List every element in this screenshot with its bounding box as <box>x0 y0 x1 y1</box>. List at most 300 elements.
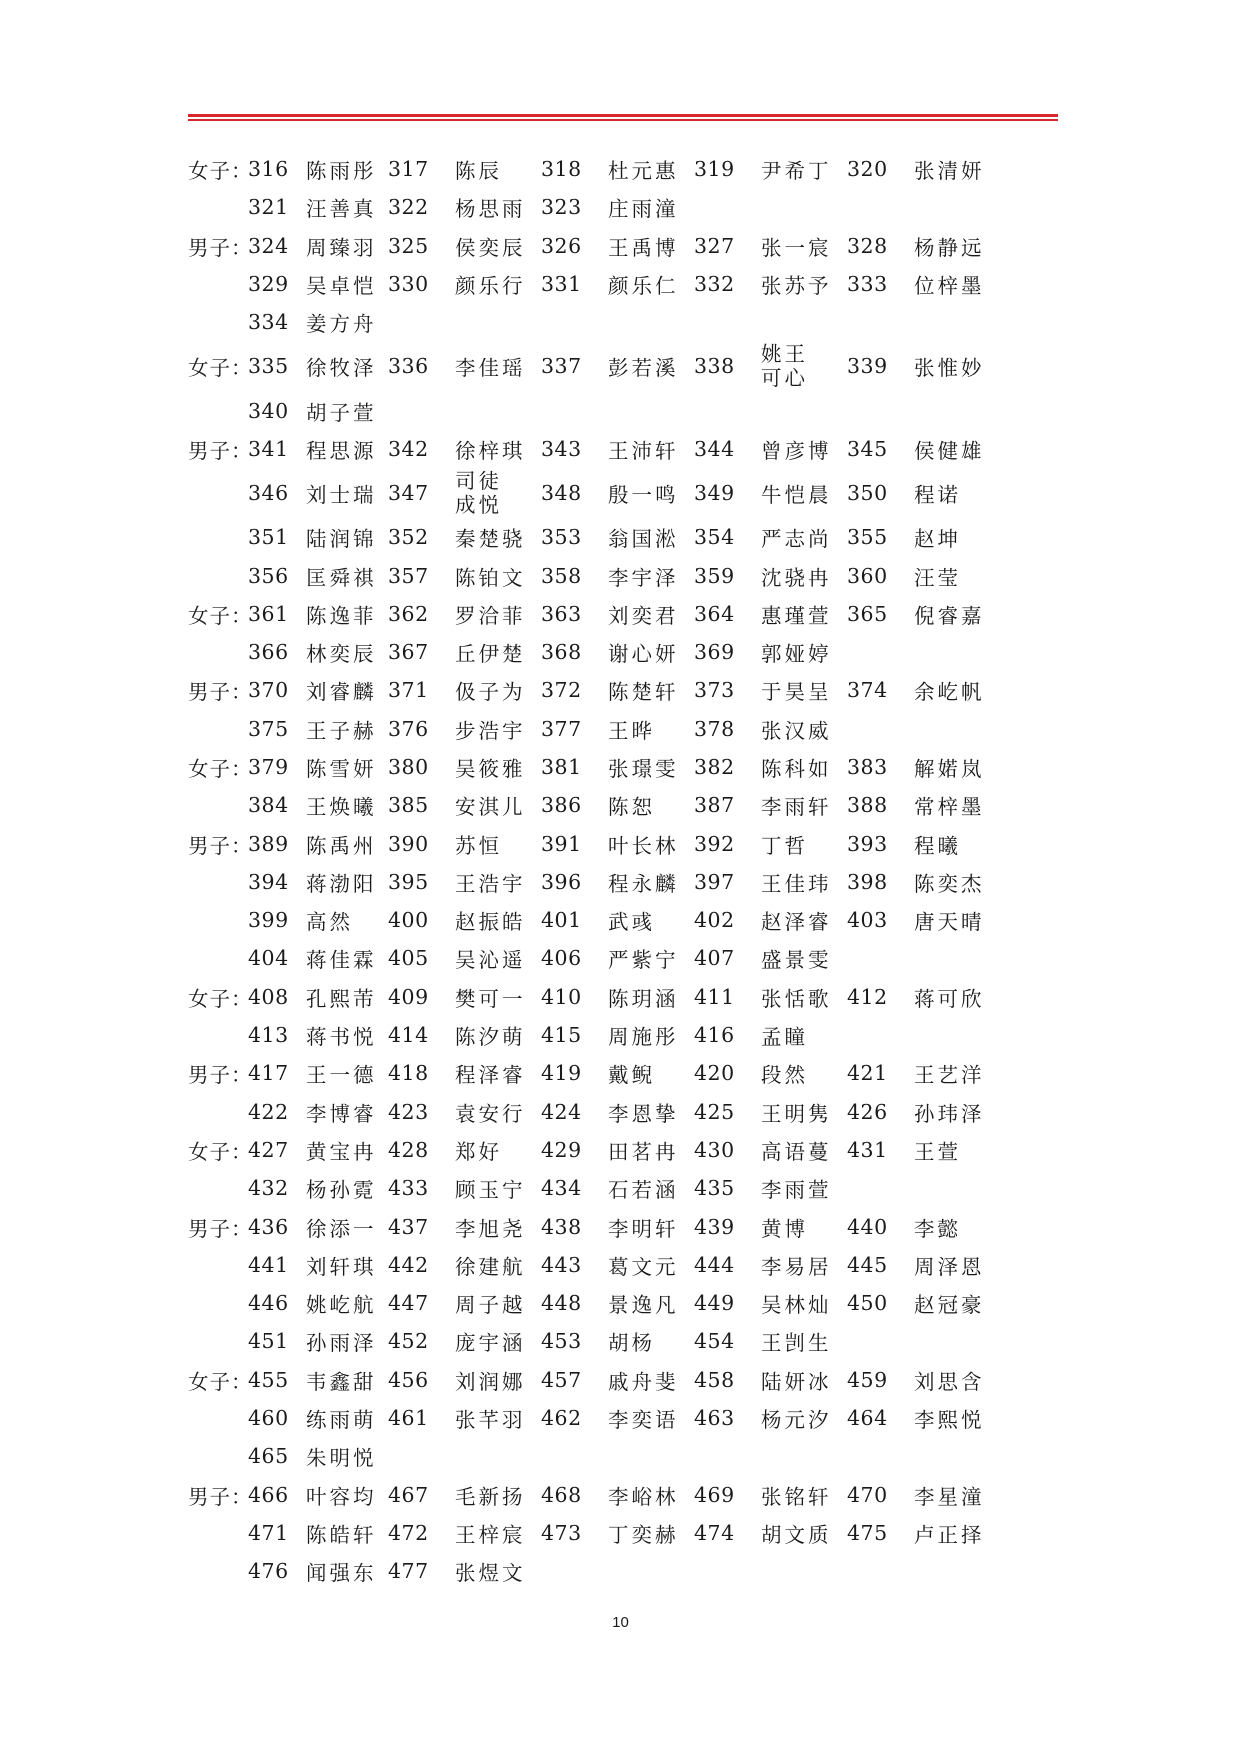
entry-name: 徐建航 <box>455 1254 526 1279</box>
entry-number: 388 <box>847 793 888 818</box>
gender-label: 男子： <box>188 235 253 260</box>
entry-number: 377 <box>541 716 582 741</box>
entry-number: 355 <box>847 525 888 550</box>
entry-number: 399 <box>248 908 289 933</box>
entry-name: 程思源 <box>306 438 377 463</box>
entry-number: 320 <box>847 157 888 182</box>
roster-row <box>188 150 1068 188</box>
entry-name: 王艺洋 <box>914 1063 985 1088</box>
entry-name: 张铭轩 <box>761 1484 832 1509</box>
entry-name: 武彧 <box>608 910 655 935</box>
entry-name: 王焕曦 <box>306 795 377 820</box>
entry-number: 446 <box>248 1291 289 1316</box>
entry-number: 361 <box>248 601 289 626</box>
entry-number: 321 <box>248 195 289 220</box>
gender-label: 女子： <box>188 1369 253 1394</box>
entry-name: 李佳瑶 <box>455 356 526 381</box>
entry-name: 王梓宸 <box>455 1522 526 1547</box>
entry-name: 孟瞳 <box>761 1025 808 1050</box>
entry-number: 323 <box>541 195 582 220</box>
entry-number: 342 <box>388 436 429 461</box>
entry-number: 427 <box>248 1137 289 1162</box>
entry-name: 杜元惠 <box>608 159 679 184</box>
entry-number: 461 <box>388 1406 429 1431</box>
roster-row <box>188 1399 1068 1437</box>
roster-row <box>188 1552 1068 1590</box>
entry-name: 严志尚 <box>761 527 832 552</box>
entry-name: 叶长林 <box>608 833 679 858</box>
entry-name: 顾玉宁 <box>455 1178 526 1203</box>
entry-name: 毛新扬 <box>455 1484 526 1509</box>
header-rule-thick <box>188 114 1058 117</box>
entry-number: 416 <box>694 1023 735 1048</box>
entry-name: 孔熙芾 <box>306 986 377 1011</box>
gender-label: 女子： <box>188 159 253 184</box>
entry-number: 445 <box>847 1252 888 1277</box>
roster-row <box>188 1514 1068 1552</box>
entry-name: 周泽恩 <box>914 1254 985 1279</box>
entry-name: 王剀生 <box>761 1331 832 1356</box>
entry-name: 郭娅婷 <box>761 642 832 667</box>
header-rule-thin <box>188 119 1058 121</box>
entry-number: 477 <box>388 1559 429 1584</box>
roster-row <box>188 901 1068 939</box>
entry-number: 436 <box>248 1214 289 1239</box>
entry-name: 陈科如 <box>761 757 832 781</box>
entry-number: 378 <box>694 716 735 741</box>
entry-number: 404 <box>248 946 289 971</box>
roster-row <box>188 1054 1068 1092</box>
entry-number: 425 <box>694 1099 735 1124</box>
entry-name: 王一德 <box>306 1063 377 1088</box>
entry-name: 张芊羽 <box>455 1408 526 1433</box>
entry-name: 伋子为 <box>455 680 526 705</box>
entry-name: 葛文元 <box>608 1254 679 1279</box>
entry-number: 398 <box>847 869 888 894</box>
entry-name: 王萱 <box>914 1139 961 1164</box>
entry-name: 胡杨 <box>608 1331 655 1356</box>
entry-number: 432 <box>248 1176 289 1201</box>
entry-name: 程永麟 <box>608 871 679 896</box>
entry-number: 384 <box>248 793 289 818</box>
gender-label: 男子： <box>188 1484 253 1509</box>
entry-number: 395 <box>388 869 429 894</box>
entry-number: 382 <box>694 755 735 779</box>
entry-number: 370 <box>248 678 289 703</box>
entry-number: 406 <box>541 946 582 971</box>
entry-name: 田茗冉 <box>608 1139 679 1164</box>
entry-name: 李博睿 <box>306 1101 377 1126</box>
entry-name: 牛恺晨 <box>761 483 832 508</box>
roster-row <box>188 1284 1068 1322</box>
entry-number: 344 <box>694 436 735 461</box>
entry-name: 王禹博 <box>608 235 679 260</box>
entry-name: 陆润锦 <box>306 527 377 552</box>
entry-number: 450 <box>847 1291 888 1316</box>
entry-number: 351 <box>248 525 289 550</box>
entry-number: 350 <box>847 481 888 506</box>
entry-name: 戴鲵 <box>608 1063 655 1088</box>
entry-number: 339 <box>847 354 888 379</box>
entry-number: 326 <box>541 233 582 258</box>
entry-number: 381 <box>541 755 582 779</box>
entry-name: 李奕语 <box>608 1408 679 1433</box>
entry-number: 467 <box>388 1482 429 1507</box>
entry-name: 陈雪妍 <box>306 757 377 781</box>
entry-name: 练雨萌 <box>306 1408 377 1433</box>
entry-number: 373 <box>694 678 735 703</box>
entry-number: 475 <box>847 1520 888 1545</box>
entry-number: 328 <box>847 233 888 258</box>
roster-row <box>188 1131 1068 1169</box>
entry-name: 丘伊楚 <box>455 642 526 667</box>
entry-name: 周施彤 <box>608 1025 679 1050</box>
entry-name: 陆妍冰 <box>761 1369 832 1394</box>
entry-name: 李雨萱 <box>761 1178 832 1203</box>
entry-number: 470 <box>847 1482 888 1507</box>
entry-number: 464 <box>847 1406 888 1431</box>
roster-row <box>188 227 1068 265</box>
entry-number: 330 <box>388 272 429 297</box>
gender-label: 男子： <box>188 438 253 463</box>
entry-name: 周子越 <box>455 1293 526 1318</box>
entry-number: 386 <box>541 793 582 818</box>
entry-name: 石若涵 <box>608 1178 679 1203</box>
gender-label: 男子： <box>188 680 253 705</box>
entry-number: 334 <box>248 310 289 335</box>
roster-row <box>188 1016 1068 1054</box>
entry-name: 惠瑾萱 <box>761 603 832 628</box>
entry-number: 419 <box>541 1061 582 1086</box>
entry-name: 张璟雯 <box>608 757 679 781</box>
entry-name: 沈骁冉 <box>761 565 832 590</box>
entry-name: 盛景雯 <box>761 948 832 973</box>
entry-number: 439 <box>694 1214 735 1239</box>
roster-row <box>188 748 1068 786</box>
entry-number: 319 <box>694 157 735 182</box>
entry-name: 李峪林 <box>608 1484 679 1509</box>
entry-name: 姚屹航 <box>306 1293 377 1318</box>
entry-name: 刘轩琪 <box>306 1254 377 1279</box>
entry-number: 397 <box>694 869 735 894</box>
entry-number: 396 <box>541 869 582 894</box>
entry-name: 张清妍 <box>914 159 985 184</box>
entry-number: 430 <box>694 1137 735 1162</box>
entry-number: 400 <box>388 908 429 933</box>
entry-name: 卢正择 <box>914 1522 985 1547</box>
entry-name: 李明轩 <box>608 1216 679 1241</box>
entry-name: 杨静远 <box>914 235 985 260</box>
roster-row <box>188 595 1068 633</box>
entry-name: 陈皓轩 <box>306 1522 377 1547</box>
entry-number: 435 <box>694 1176 735 1201</box>
entry-name: 吴林灿 <box>761 1293 832 1318</box>
roster-row <box>188 1246 1068 1284</box>
entry-number: 409 <box>388 984 429 1009</box>
entry-name: 司徒成悦 <box>455 469 502 518</box>
entry-name: 林奕辰 <box>306 642 377 667</box>
roster-row <box>188 341 1068 391</box>
entry-name: 张煜文 <box>455 1561 526 1586</box>
entry-number: 360 <box>847 563 888 588</box>
entry-number: 468 <box>541 1482 582 1507</box>
roster-row <box>188 430 1068 468</box>
entry-number: 352 <box>388 525 429 550</box>
roster-row <box>188 303 1068 341</box>
entry-name: 陈禹州 <box>306 833 377 858</box>
entry-name: 黄博 <box>761 1216 808 1241</box>
entry-name: 蒋渤阳 <box>306 871 377 896</box>
roster-row <box>188 556 1068 594</box>
entry-number: 345 <box>847 436 888 461</box>
entry-number: 372 <box>541 678 582 703</box>
entry-number: 335 <box>248 354 289 379</box>
entry-name: 李懿 <box>914 1216 961 1241</box>
entry-name: 王浩宇 <box>455 871 526 896</box>
entry-number: 421 <box>847 1061 888 1086</box>
entry-number: 457 <box>541 1367 582 1392</box>
entry-number: 414 <box>388 1023 429 1048</box>
entry-name: 王子赫 <box>306 718 377 743</box>
entry-name: 孙玮泽 <box>914 1101 985 1126</box>
entry-number: 410 <box>541 984 582 1009</box>
entry-name: 蒋可欣 <box>914 986 985 1011</box>
entry-number: 391 <box>541 831 582 856</box>
entry-name: 倪睿嘉 <box>914 603 985 628</box>
entry-number: 359 <box>694 563 735 588</box>
entry-name: 汪善真 <box>306 197 377 222</box>
entry-name: 胡文质 <box>761 1522 832 1547</box>
entry-number: 365 <box>847 601 888 626</box>
entry-number: 451 <box>248 1329 289 1354</box>
entry-name: 安淇儿 <box>455 795 526 820</box>
page-number: 10 <box>612 1614 629 1631</box>
entry-name: 徐牧泽 <box>306 356 377 381</box>
entry-name: 姜方舟 <box>306 312 377 337</box>
entry-number: 316 <box>248 157 289 182</box>
entry-number: 375 <box>248 716 289 741</box>
entry-number: 437 <box>388 1214 429 1239</box>
entry-number: 340 <box>248 398 289 423</box>
entry-number: 413 <box>248 1023 289 1048</box>
entry-number: 444 <box>694 1252 735 1277</box>
entry-name: 唐天晴 <box>914 910 985 935</box>
entry-number: 476 <box>248 1559 289 1584</box>
entry-number: 337 <box>541 354 582 379</box>
gender-label: 男子： <box>188 1216 253 1241</box>
entry-name: 陈逸菲 <box>306 603 377 628</box>
entry-number: 385 <box>388 793 429 818</box>
entry-number: 431 <box>847 1137 888 1162</box>
entry-number: 474 <box>694 1520 735 1545</box>
entry-number: 458 <box>694 1367 735 1392</box>
entry-number: 447 <box>388 1291 429 1316</box>
entry-name: 郑好 <box>455 1139 502 1164</box>
entry-name: 樊可一 <box>455 986 526 1011</box>
entry-number: 422 <box>248 1099 289 1124</box>
entry-number: 449 <box>694 1291 735 1316</box>
entry-number: 411 <box>694 984 735 1009</box>
entry-name: 丁哲 <box>761 833 808 858</box>
entry-number: 338 <box>694 354 735 379</box>
entry-name: 位梓墨 <box>914 274 985 299</box>
entry-name: 闻强东 <box>306 1561 377 1586</box>
gender-label: 女子： <box>188 757 253 781</box>
entry-name: 张苏予 <box>761 274 832 299</box>
entry-number: 325 <box>388 233 429 258</box>
entry-name: 李雨轩 <box>761 795 832 820</box>
roster-row <box>188 1361 1068 1399</box>
entry-name: 李易居 <box>761 1254 832 1279</box>
entry-number: 349 <box>694 481 735 506</box>
entry-number: 394 <box>248 869 289 894</box>
entry-name: 吴卓恺 <box>306 274 377 299</box>
entry-name: 李星潼 <box>914 1484 985 1509</box>
entry-name: 袁安行 <box>455 1101 526 1126</box>
entry-number: 433 <box>388 1176 429 1201</box>
roster-row <box>188 1093 1068 1131</box>
entry-number: 389 <box>248 831 289 856</box>
entry-name: 丁奕赫 <box>608 1522 679 1547</box>
entry-name: 汪莹 <box>914 565 961 590</box>
entry-number: 455 <box>248 1367 289 1392</box>
entry-name: 曾彦博 <box>761 438 832 463</box>
entry-number: 441 <box>248 1252 289 1277</box>
entry-number: 459 <box>847 1367 888 1392</box>
entry-name: 于昊呈 <box>761 680 832 705</box>
entry-number: 463 <box>694 1406 735 1431</box>
entry-name: 杨孙霓 <box>306 1178 377 1203</box>
entry-name: 王明隽 <box>761 1101 832 1126</box>
entry-name: 徐梓琪 <box>455 438 526 463</box>
entry-number: 418 <box>388 1061 429 1086</box>
roster-row <box>188 671 1068 709</box>
entry-number: 371 <box>388 678 429 703</box>
entry-name: 王晔 <box>608 718 655 743</box>
roster-row <box>188 1207 1068 1245</box>
roster-row <box>188 939 1068 977</box>
entry-name: 尹希丁 <box>761 159 832 184</box>
entry-name: 陈玥涵 <box>608 986 679 1011</box>
entry-name: 步浩宇 <box>455 718 526 743</box>
entry-number: 453 <box>541 1329 582 1354</box>
entry-number: 412 <box>847 984 888 1009</box>
entry-number: 379 <box>248 755 289 779</box>
entry-name: 高然 <box>306 910 353 935</box>
entry-number: 357 <box>388 563 429 588</box>
entry-number: 424 <box>541 1099 582 1124</box>
entry-number: 465 <box>248 1444 289 1469</box>
entry-name: 刘士瑞 <box>306 483 377 508</box>
roster-row <box>188 188 1068 226</box>
entry-name: 叶容均 <box>306 1484 377 1509</box>
entry-name: 刘睿麟 <box>306 680 377 705</box>
entry-number: 329 <box>248 272 289 297</box>
roster-row <box>188 786 1068 824</box>
roster-row <box>188 824 1068 862</box>
roster-row <box>188 633 1068 671</box>
entry-name: 李宇泽 <box>608 565 679 590</box>
entry-name: 翁国淞 <box>608 527 679 552</box>
entry-name: 侯奕辰 <box>455 235 526 260</box>
roster-row <box>188 391 1068 429</box>
entry-number: 367 <box>388 640 429 665</box>
roster-row <box>188 265 1068 303</box>
entry-number: 356 <box>248 563 289 588</box>
entry-name: 颜乐仁 <box>608 274 679 299</box>
entry-number: 374 <box>847 678 888 703</box>
entry-number: 331 <box>541 272 582 297</box>
entry-name: 蒋书悦 <box>306 1025 377 1050</box>
entry-number: 472 <box>388 1520 429 1545</box>
entry-name: 李恩挚 <box>608 1101 679 1126</box>
roster-row <box>188 710 1068 748</box>
entry-number: 405 <box>388 946 429 971</box>
entry-number: 473 <box>541 1520 582 1545</box>
entry-name: 朱明悦 <box>306 1446 377 1471</box>
entry-number: 317 <box>388 157 429 182</box>
entry-name: 刘思含 <box>914 1369 985 1394</box>
entry-number: 333 <box>847 272 888 297</box>
entry-number: 401 <box>541 908 582 933</box>
entry-number: 327 <box>694 233 735 258</box>
roster-row <box>188 863 1068 901</box>
entry-number: 420 <box>694 1061 735 1086</box>
entry-number: 469 <box>694 1482 735 1507</box>
entry-name: 严紫宁 <box>608 948 679 973</box>
entry-number: 353 <box>541 525 582 550</box>
entry-name: 庞宇涵 <box>455 1331 526 1356</box>
entry-number: 423 <box>388 1099 429 1124</box>
entry-number: 364 <box>694 601 735 626</box>
entry-number: 456 <box>388 1367 429 1392</box>
roster-row <box>188 1169 1068 1207</box>
entry-name: 余屹帆 <box>914 680 985 705</box>
entry-name: 张恬歌 <box>761 986 832 1011</box>
entry-name: 赵泽睿 <box>761 910 832 935</box>
entry-number: 429 <box>541 1137 582 1162</box>
entry-number: 407 <box>694 946 735 971</box>
entry-name: 赵坤 <box>914 527 961 552</box>
entry-name: 戚舟斐 <box>608 1369 679 1394</box>
entry-name: 周臻羽 <box>306 235 377 260</box>
entry-name: 陈铂文 <box>455 565 526 590</box>
entry-number: 415 <box>541 1023 582 1048</box>
entry-name: 吴筱雅 <box>455 757 526 781</box>
name-list <box>188 150 1068 1590</box>
entry-number: 332 <box>694 272 735 297</box>
entry-number: 368 <box>541 640 582 665</box>
entry-number: 408 <box>248 984 289 1009</box>
roster-row <box>188 1437 1068 1475</box>
entry-name: 陈辰 <box>455 159 502 184</box>
entry-number: 376 <box>388 716 429 741</box>
entry-name: 匡舜祺 <box>306 565 377 590</box>
entry-name: 罗洽菲 <box>455 603 526 628</box>
entry-number: 426 <box>847 1099 888 1124</box>
entry-number: 448 <box>541 1291 582 1316</box>
entry-number: 452 <box>388 1329 429 1354</box>
entry-name: 陈汐萌 <box>455 1025 526 1050</box>
entry-number: 393 <box>847 831 888 856</box>
entry-name: 吴沁遥 <box>455 948 526 973</box>
entry-name: 徐添一 <box>306 1216 377 1241</box>
entry-number: 354 <box>694 525 735 550</box>
entry-number: 392 <box>694 831 735 856</box>
entry-name: 苏恒 <box>455 833 502 858</box>
entry-number: 369 <box>694 640 735 665</box>
entry-name: 景逸凡 <box>608 1293 679 1318</box>
